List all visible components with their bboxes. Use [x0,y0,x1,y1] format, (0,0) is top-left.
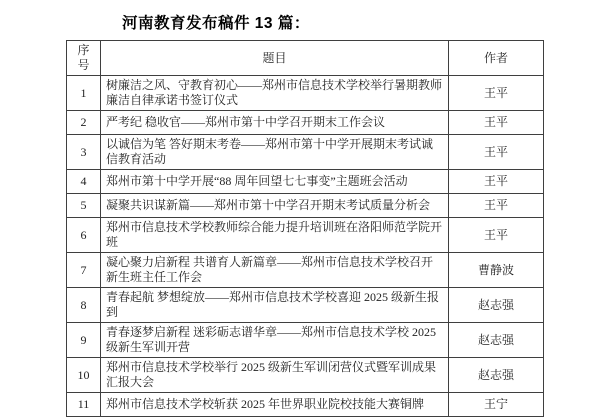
table-row [67,358,544,393]
row-title: 凝聚共识谋新篇——郑州市第十中学召开期末考试质量分析会 [101,194,449,218]
row-title: 郑州市第十中学开展“88 周年回望七七事变”主题班会活动 [101,170,449,194]
row-author: 王宁 [449,393,544,417]
row-index: 11 [67,393,101,417]
page-title: 河南教育发布稿件 13 篇： [122,15,310,32]
table-row [67,111,544,135]
column-header-author: 作者 [449,41,544,76]
table-header [67,41,544,76]
row-title: 青春逐梦启新程 迷彩砺志谱华章——郑州市信息技术学校 2025 级新生军训开营 [101,323,449,358]
row-title: 青春起航 梦想绽放——郑州市信息技术学校喜迎 2025 级新生报到 [101,288,449,323]
row-author: 曹静波 [449,253,544,288]
row-author: 王平 [449,194,544,218]
row-index: 5 [67,194,101,218]
header-row [67,41,544,76]
column-header-title: 题目 [101,41,449,76]
table-row [67,253,544,288]
row-index: 1 [67,76,101,111]
row-title: 郑州市信息技术学校教师综合能力提升培训班在洛阳师范学院开班 [101,218,449,253]
column-header-index: 序号 [67,41,101,76]
row-author: 王平 [449,111,544,135]
row-index: 9 [67,323,101,358]
table-row [67,323,544,358]
row-author: 赵志强 [449,358,544,393]
table-row [67,135,544,170]
table-body [67,76,544,417]
row-author: 王平 [449,76,544,111]
row-author: 王平 [449,135,544,170]
row-author: 赵志强 [449,323,544,358]
row-index: 2 [67,111,101,135]
row-title: 严考纪 稳收官——郑州市第十中学召开期末工作会议 [101,111,449,135]
row-author: 赵志强 [449,288,544,323]
row-index: 10 [67,358,101,393]
table-row [67,288,544,323]
table-row [67,170,544,194]
table-row [67,218,544,253]
row-index: 8 [67,288,101,323]
row-author: 王平 [449,170,544,194]
row-index: 3 [67,135,101,170]
row-index: 6 [67,218,101,253]
row-author: 王平 [449,218,544,253]
row-index: 4 [67,170,101,194]
row-title: 树廉洁之风、守教育初心——郑州市信息技术学校举行暑期教师廉洁自律承诺书签订仪式 [101,76,449,111]
row-title: 以诚信为笔 答好期末考卷——郑州市第十中学开展期末考试诚信教育活动 [101,135,449,170]
table-row [67,194,544,218]
row-title: 凝心聚力启新程 共谱育人新篇章——郑州市信息技术学校召开新生班主任工作会 [101,253,449,288]
articles-table [66,40,544,417]
row-title: 郑州市信息技术学校举行 2025 级新生军训闭营仪式暨军训成果汇报大会 [101,358,449,393]
row-title: 郑州市信息技术学校斩获 2025 年世界职业院校技能大赛铜牌 [101,393,449,417]
table-row [67,76,544,111]
table-row [67,393,544,417]
row-index: 7 [67,253,101,288]
